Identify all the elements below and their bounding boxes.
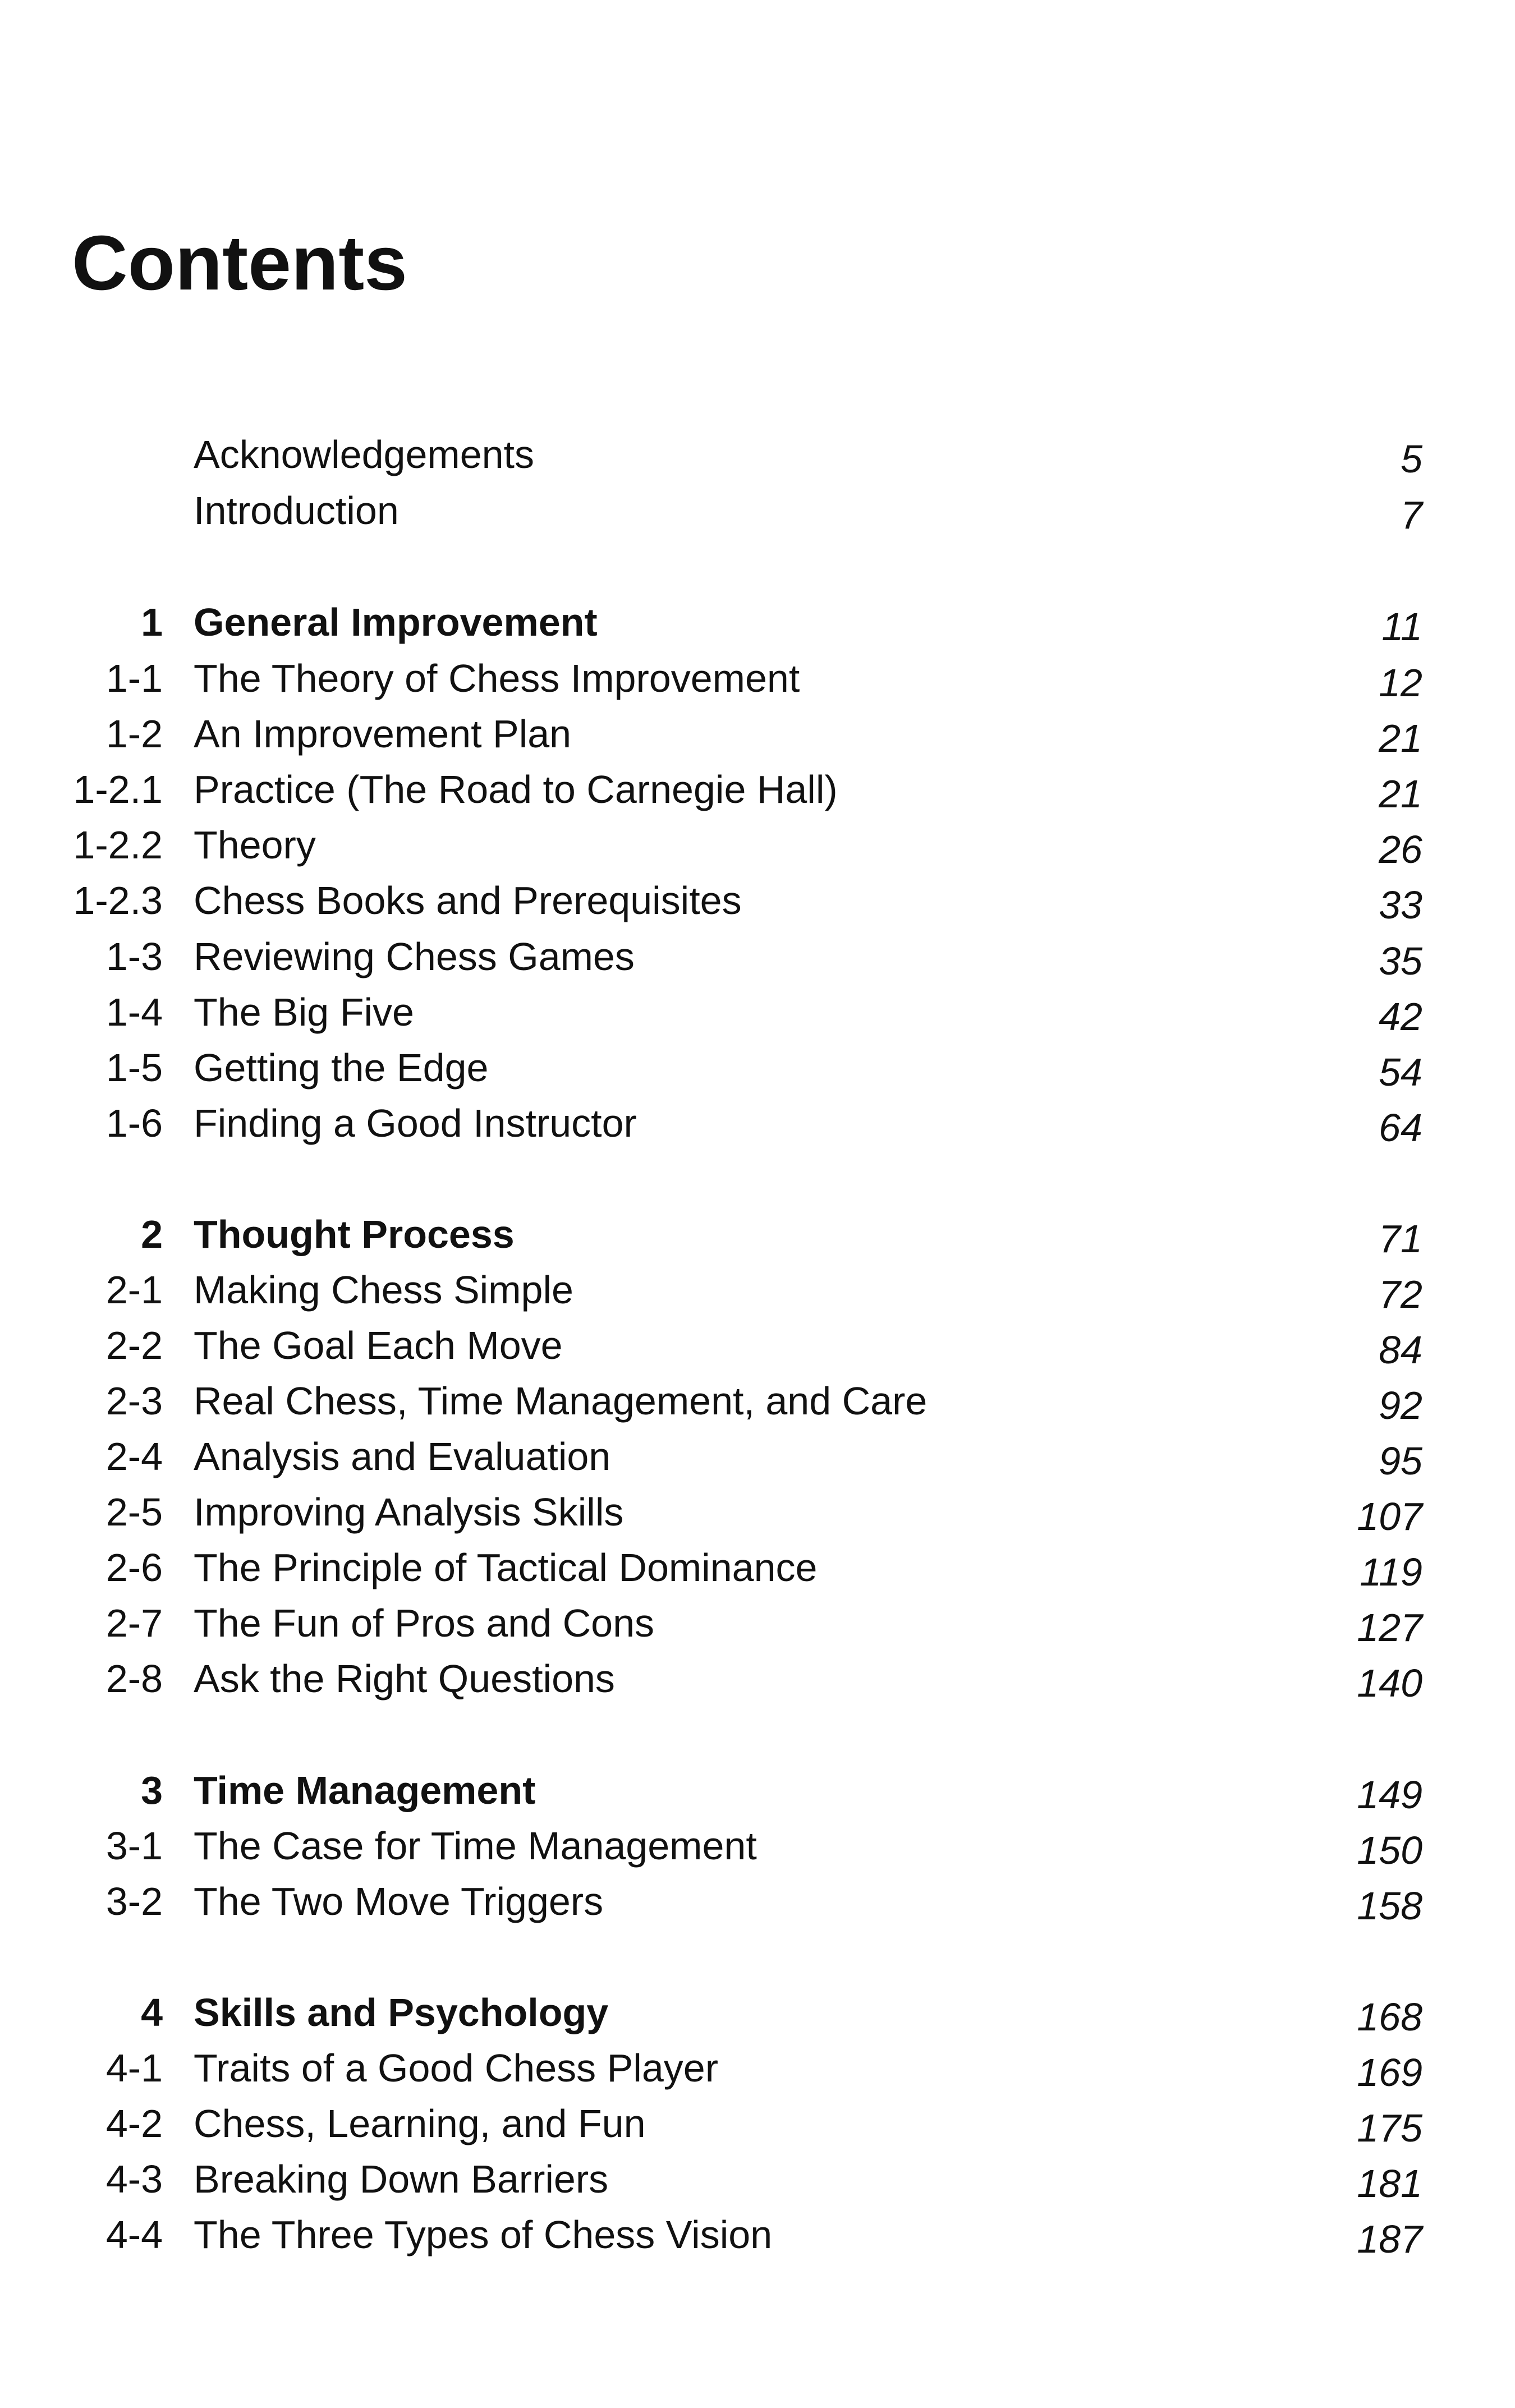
toc-section[interactable]	[0, 929, 1515, 985]
toc-entry-number: 1-2.2	[73, 823, 163, 867]
toc-chapter-2[interactable]	[0, 1206, 1515, 1262]
toc-entry-number: 1-3	[105, 935, 163, 978]
toc-entry-page: 7	[1401, 493, 1422, 537]
toc-entry-page: 92	[1379, 1384, 1422, 1427]
toc-entry-title: Introduction	[194, 489, 399, 532]
toc-entry-title: Traits of a Good Chess Player	[194, 2046, 719, 2090]
page-title: Contents	[72, 220, 407, 306]
toc-entry-page: 149	[1357, 1773, 1422, 1817]
toc-entry-number: 1	[141, 600, 163, 644]
toc-entry-title: The Fun of Pros and Cons	[194, 1601, 654, 1645]
toc-entry-number: 1-1	[105, 656, 163, 700]
toc-entry-title: The Big Five	[194, 990, 414, 1034]
toc-entry-page: 72	[1379, 1272, 1422, 1316]
toc-entry-page: 175	[1357, 2106, 1422, 2150]
toc-entry-title: The Principle of Tactical Dominance	[194, 1546, 818, 1589]
toc-entry-number: 2-1	[105, 1268, 163, 1312]
toc-section[interactable]	[0, 761, 1515, 817]
toc-entry-title: Real Chess, Time Management, and Care	[194, 1379, 928, 1423]
toc-entry-title: Breaking Down Barriers	[194, 2157, 609, 2201]
toc-entry-number: 4	[141, 1991, 163, 2034]
toc-entry-page: 5	[1401, 437, 1422, 481]
toc-entry-page: 169	[1357, 2051, 1422, 2094]
toc-entry-number: 1-2.3	[73, 879, 163, 922]
toc-entry-title: Making Chess Simple	[194, 1268, 573, 1312]
toc-entry-title: Practice (The Road to Carnegie Hall)	[194, 768, 838, 811]
toc-entry-number: 1-4	[105, 990, 163, 1034]
toc-section[interactable]	[0, 1651, 1515, 1707]
toc-entry-page: 84	[1379, 1328, 1422, 1372]
toc-entry-title: Getting the Edge	[194, 1046, 489, 1090]
toc-entry-number: 3-1	[105, 1824, 163, 1868]
toc-entry-title: Analysis and Evaluation	[194, 1435, 611, 1478]
toc-entry-number: 3-2	[105, 1879, 163, 1923]
toc-entry-title: Reviewing Chess Games	[194, 935, 635, 978]
toc-entry-title: The Case for Time Management	[194, 1824, 757, 1868]
toc-entry-page: 95	[1379, 1439, 1422, 1483]
toc-entry-page: 35	[1379, 939, 1422, 983]
toc-entry-introduction[interactable]	[0, 482, 1515, 539]
toc-section[interactable]	[0, 1095, 1515, 1151]
toc-entry-number: 1-5	[105, 1046, 163, 1090]
toc-entry-page: 140	[1357, 1661, 1422, 1705]
toc-entry-number: 2	[141, 1212, 163, 1256]
toc-section[interactable]	[0, 1373, 1515, 1429]
toc-entry-page: 158	[1357, 1884, 1422, 1928]
toc-section[interactable]	[0, 817, 1515, 873]
toc-entry-page: 150	[1357, 1828, 1422, 1872]
toc-entry-title: The Theory of Chess Improvement	[194, 656, 800, 700]
toc-entry-title: Skills and Psychology	[194, 1991, 609, 2034]
toc-entry-page: 107	[1357, 1495, 1422, 1538]
toc-entry-title: The Three Types of Chess Vision	[194, 2213, 773, 2257]
toc-entry-title: An Improvement Plan	[194, 712, 572, 756]
toc-entry-number: 2-7	[105, 1601, 163, 1645]
toc-section[interactable]	[0, 650, 1515, 706]
toc-entry-number: 4-1	[105, 2046, 163, 2090]
toc-entry-page: 21	[1379, 772, 1422, 816]
toc-section[interactable]	[0, 872, 1515, 929]
toc-section[interactable]	[0, 1540, 1515, 1596]
toc-entry-number: 2-5	[105, 1490, 163, 1534]
toc-entry-page: 12	[1379, 661, 1422, 705]
toc-entry-number: 2-3	[105, 1379, 163, 1423]
toc-entry-number: 1-2	[105, 712, 163, 756]
toc-entry-title: The Goal Each Move	[194, 1324, 563, 1367]
toc-section[interactable]	[0, 1262, 1515, 1318]
toc-section[interactable]	[0, 1484, 1515, 1540]
toc-entry-number: 2-8	[105, 1657, 163, 1701]
toc-section[interactable]	[0, 1040, 1515, 1096]
toc-entry-number: 3	[141, 1768, 163, 1812]
toc-entry-number: 1-6	[105, 1101, 163, 1145]
toc-section[interactable]	[0, 984, 1515, 1040]
toc-entry-page: 21	[1379, 716, 1422, 760]
toc-entry-title: Acknowledgements	[194, 433, 534, 476]
toc-entry-number: 2-2	[105, 1324, 163, 1367]
toc-section[interactable]	[0, 1873, 1515, 1929]
toc-entry-title: Time Management	[194, 1768, 536, 1812]
toc-entry-page: 181	[1357, 2162, 1422, 2205]
toc-chapter-4[interactable]	[0, 1984, 1515, 2041]
toc-entry-page: 187	[1357, 2217, 1422, 2261]
toc-entry-number: 4-2	[105, 2102, 163, 2145]
toc-section[interactable]	[0, 2151, 1515, 2207]
toc-entry-number: 4-4	[105, 2213, 163, 2257]
toc-entry-title: Thought Process	[194, 1212, 515, 1256]
toc-entry-title: Finding a Good Instructor	[194, 1101, 637, 1145]
toc-entry-title: General Improvement	[194, 600, 598, 644]
toc-entry-number: 2-6	[105, 1546, 163, 1589]
toc-section[interactable]	[0, 2095, 1515, 2152]
toc-entry-page: 33	[1379, 883, 1422, 927]
toc-section[interactable]	[0, 706, 1515, 762]
toc-entry-page: 127	[1357, 1606, 1422, 1649]
toc-entry-title: Chess, Learning, and Fun	[194, 2102, 646, 2145]
toc-section[interactable]	[0, 1818, 1515, 1874]
toc-section[interactable]	[0, 2040, 1515, 2096]
toc-entry-title: Improving Analysis Skills	[194, 1490, 624, 1534]
toc-entry-page: 168	[1357, 1995, 1422, 2039]
toc-entry-title: Ask the Right Questions	[194, 1657, 615, 1701]
toc-entry-number: 1-2.1	[73, 768, 163, 811]
toc-entry-title: The Two Move Triggers	[194, 1879, 604, 1923]
toc-section[interactable]	[0, 1595, 1515, 1651]
toc-entry-page: 119	[1360, 1550, 1422, 1594]
toc-section[interactable]	[0, 1317, 1515, 1373]
toc-entry-page: 26	[1379, 828, 1422, 871]
toc-entry-page: 42	[1379, 995, 1422, 1038]
toc-entry-title: Theory	[194, 823, 316, 867]
toc-chapter-3[interactable]	[0, 1762, 1515, 1818]
toc-entry-title: Chess Books and Prerequisites	[194, 879, 742, 922]
toc-section[interactable]	[0, 2207, 1515, 2263]
toc-entry-number: 4-3	[105, 2157, 163, 2201]
toc-entry-page: 54	[1379, 1050, 1422, 1094]
toc-entry-page: 11	[1381, 605, 1422, 649]
toc-entry-page: 71	[1379, 1217, 1422, 1261]
toc-entry-number: 2-4	[105, 1435, 163, 1478]
toc-entry-acknowledgements[interactable]	[0, 426, 1515, 482]
toc-section[interactable]	[0, 1428, 1515, 1485]
toc-chapter-1[interactable]	[0, 594, 1515, 650]
toc-entry-page: 64	[1379, 1106, 1422, 1150]
